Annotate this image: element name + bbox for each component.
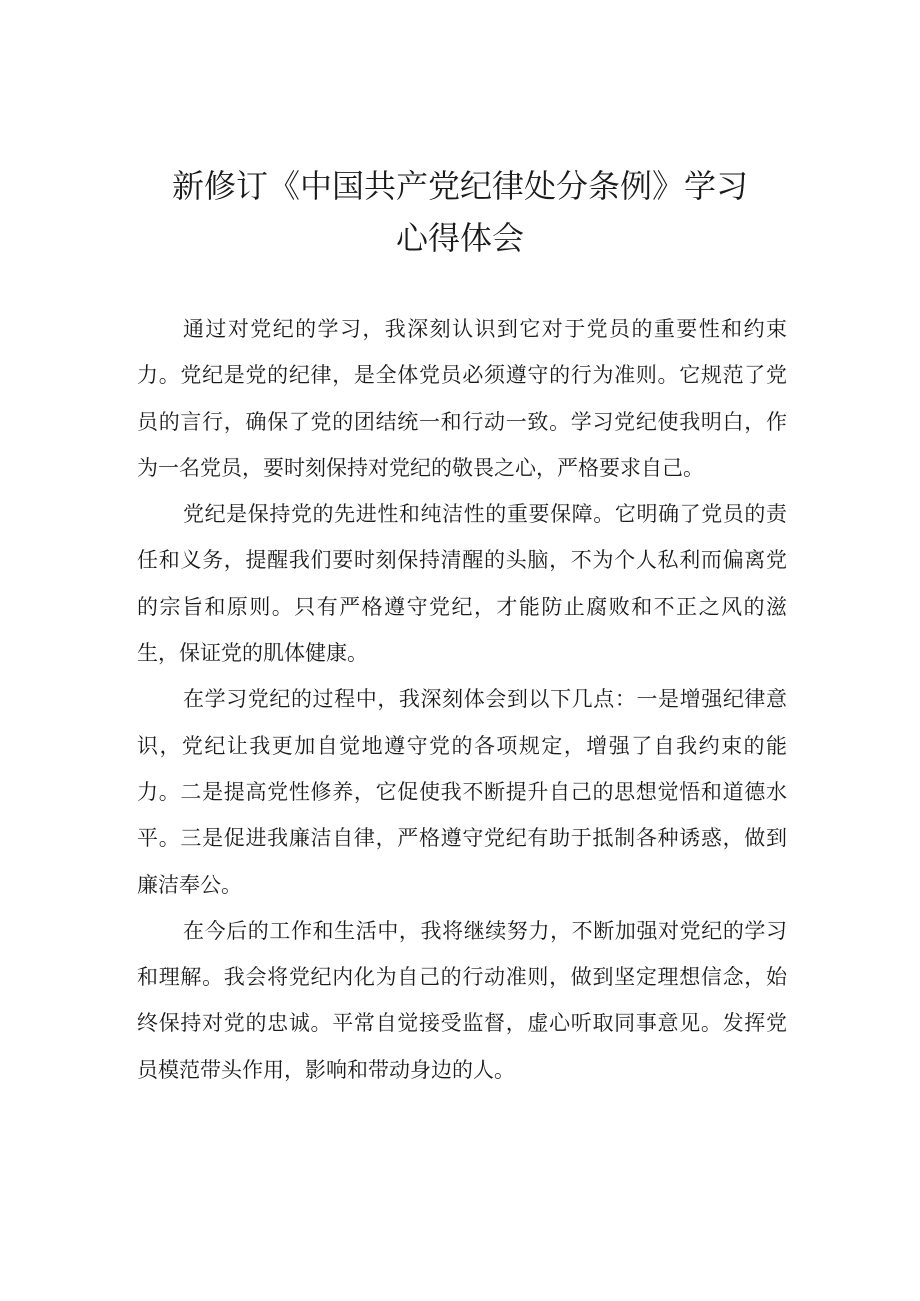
paragraph: 通过对党纪的学习，我深刻认识到它对于党员的重要性和约束力。党纪是党的纪律，是全体党员必须遵守的行为准则。它规范了党员的言行，确保了党的团结统一和行动一致。学习党纪使我明白，作为一名党员，要时刻保持对党纪的敬畏之心，严格要求自己。 — [137, 317, 787, 480]
paragraph: 在今后的工作和生活中，我将继续努力，不断加强对党纪的学习和理解。我会将党纪内化为自己的行动准则，做到坚定理想信念，始终保持对党的忠诚。平常自觉接受监督，虚心听取同事意见。发挥党员模范带头作用，影响和带动身边的人。 — [137, 918, 787, 1082]
document-body — [137, 306, 787, 1093]
document-title-line-1: 新修订《中国共产党纪律处分条例》学习 — [171, 167, 748, 205]
document-title-line-2: 心得体会 — [395, 219, 524, 257]
paragraph: 党纪是保持党的先进性和纯洁性的重要保障。它明确了党员的责任和义务，提醒我们要时刻保持清醒的头脑，不为个人私利而偏离党的宗旨和原则。只有严格遵守党纪，才能防止腐败和不正之风的滋生，保证党的肌体健康。 — [137, 502, 787, 666]
paragraph: 在学习党纪的过程中，我深刻体会到以下几点：一是增强纪律意识，党纪让我更加自觉地遵守党的各项规定，增强了自我约束的能力。二是提高党性修养，它促使我不断提升自己的思想觉悟和道德水平。三是促进我廉洁自律，严格遵守党纪有助于抵制各种诱惑，做到廉洁奉公。 — [137, 687, 787, 897]
